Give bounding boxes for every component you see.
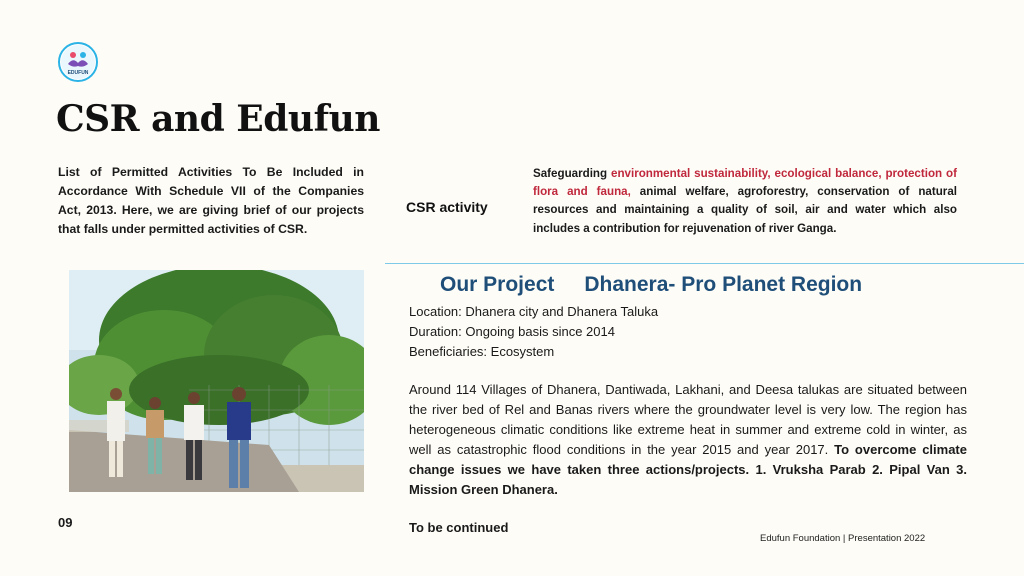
csr-desc-part2: animal welfare, agroforestry, conservation of natural resources and maintaining a quality of soil, air and water which also includes a contribution for rejuvenation of river Ganga.: [533, 185, 957, 235]
project-location: Location: Dhanera city and Dhanera Taluka: [409, 304, 659, 319]
project-info: [409, 302, 658, 362]
page-number: 09: [58, 515, 73, 530]
project-body-bold: To overcome climate change issues we have taken three actions/projects. 1. Vruksha Parab 2. Pipal Van 3. Mission Green Dhanera.: [409, 442, 967, 497]
section-divider: [385, 263, 1024, 264]
project-body: [409, 380, 967, 500]
logo-text: EDUFUN: [67, 70, 89, 76]
project-name: Dhanera- Pro Planet Region: [584, 273, 863, 296]
csr-desc-highlight: environmental sustainability, ecological balance, protection of flora and fauna,: [533, 167, 957, 199]
csr-desc-part1: Safeguarding: [533, 167, 611, 180]
project-duration: Duration: Ongoing basis since 2014: [409, 324, 615, 339]
project-body-plain: Around 114 Villages of Dhanera, Dantiwada, Lakhani, and Deesa talukas are situated between the river bed of Rel and Banas rivers where the groundwater level is very low. The region has heterogeneous climatic conditions like extreme heat in summer and extreme cold in winter, as well as catastrophic flood conditions in the year 2015 and year 2017.: [409, 382, 967, 457]
to-be-continued: To be continued: [409, 520, 509, 535]
edufun-logo: [58, 42, 98, 82]
project-title: [440, 273, 862, 297]
intro-paragraph: List of Permitted Activities To Be Included in Accordance With Schedule VII of the Companies Act, 2013. Here, we are giving brief of our projects that falls under permitted activities of CSR.: [58, 165, 364, 236]
csr-activity-label: CSR activity: [406, 199, 488, 215]
footer-text: Edufun Foundation | Presentation 2022: [760, 533, 926, 544]
project-photo: [69, 270, 364, 492]
page-title: CSR and Edufun: [56, 98, 380, 140]
project-heading: Our Project: [440, 273, 555, 296]
csr-activity-description: [533, 165, 957, 238]
project-beneficiaries: Beneficiaries: Ecosystem: [409, 344, 555, 359]
